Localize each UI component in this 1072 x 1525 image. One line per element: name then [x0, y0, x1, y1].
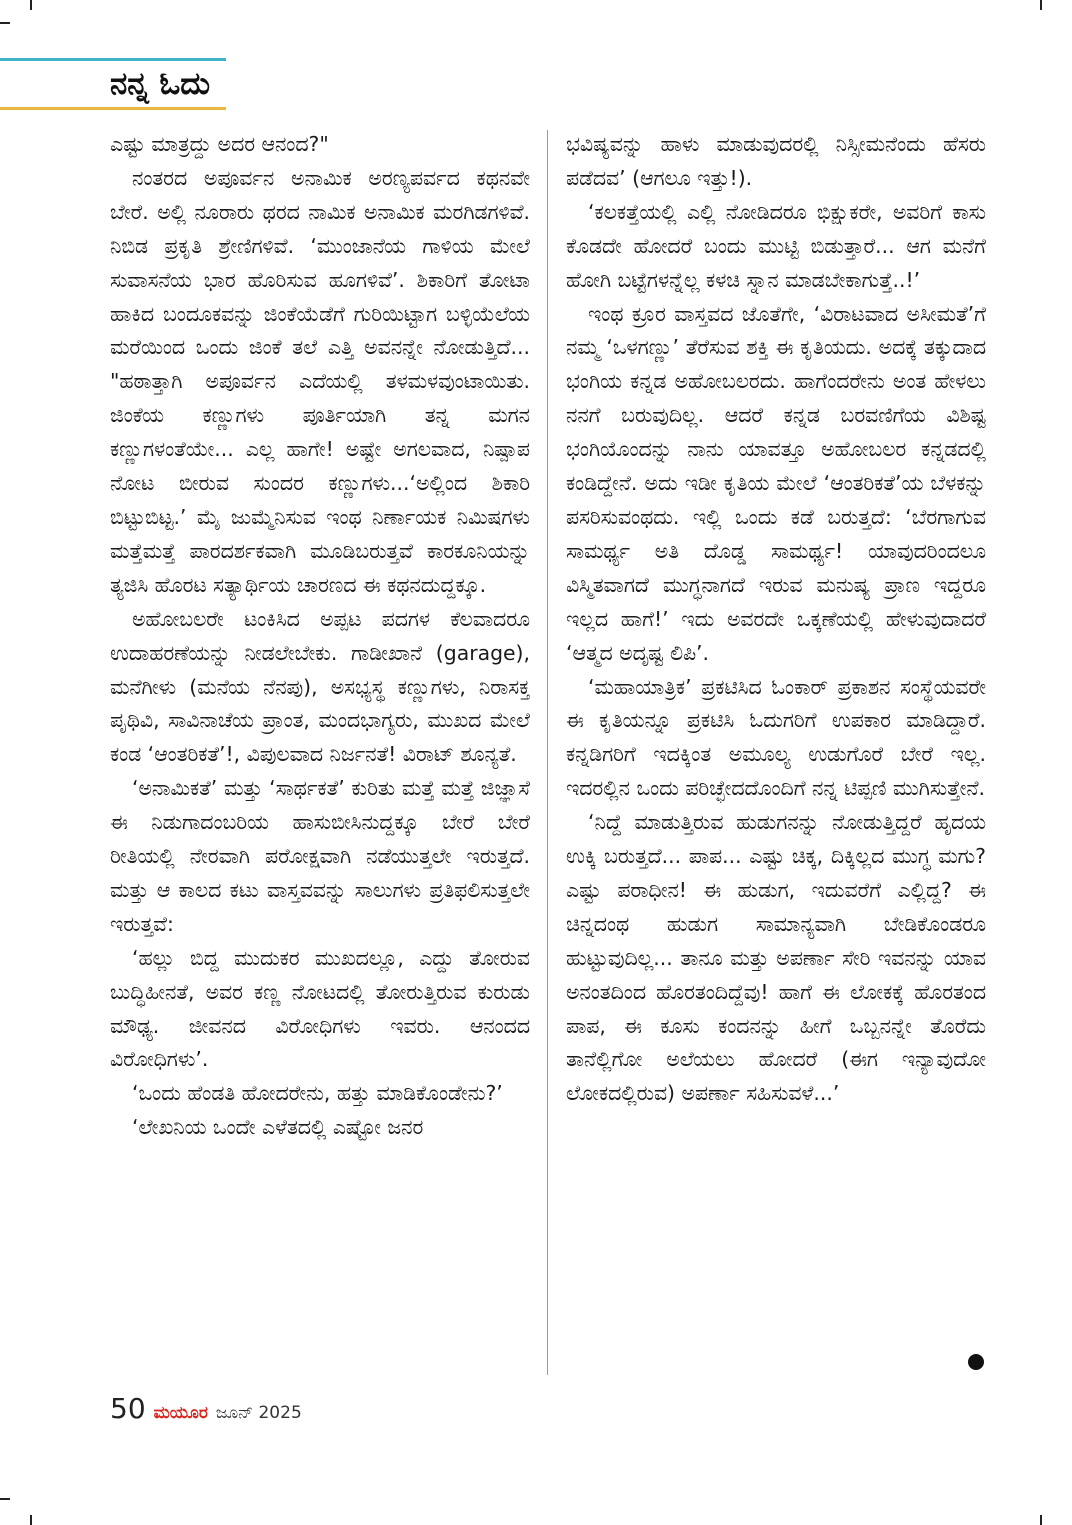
paragraph: ನಂತರದ ಅಪೂರ್ವನ ಅನಾಮಿಕ ಅರಣ್ಯಪರ್ವದ ಕಥನವೇ ಬೇರೆ. ಅಲ್ಲಿ ನೂರಾರು ಥರದ ನಾಮಿಕ ಅನಾಮಿಕ ಮರಗಿಡಗಳಿವೆ. ನಿಬಿಡ ಪ್ರಕೃತಿ ಶ್ರೇಣಿಗಳಿವೆ. ‘ಮುಂಜಾನೆಯ ಗಾಳಿಯ ಮೇಲೆ ಸುವಾಸನೆಯ ಭಾರ ಹೊರಿಸುವ ಹೂಗಳಿವೆ’. ಶಿಕಾರಿಗೆ ತೋಟಾ ಹಾಕಿದ ಬಂದೂಕವನ್ನು ಜಿಂಕೆಯೆಡೆಗೆ ಗುರಿಯಿಟ್ಟಾಗ ಬಳ್ಳಿಯೆಲೆಯ ಮರೆಯಿಂದ ಒಂದು ಜಿಂಕೆ ತಲೆ ಎತ್ತಿ ಅವನನ್ನೇ ನೋಡುತ್ತಿದೆ... "ಹಠಾತ್ತಾಗಿ ಅಪೂರ್ವನ ಎದೆಯಲ್ಲಿ ತಳಮಳವುಂಟಾಯಿತು. ಜಿಂಕೆಯ ಕಣ್ಣುಗಳು ಪೂರ್ತಿಯಾಗಿ ತನ್ನ ಮಗನ ಕಣ್ಣುಗಳಂತೆಯೇ... ಎಲ್ಲ ಹಾಗೇ! ಅಷ್ಟೇ ಅಗಲವಾದ, ನಿಷ್ಪಾಪ ನೋಟ ಬೀರುವ ಸುಂದರ ಕಣ್ಣುಗಳು...‘ಅಲ್ಲಿಂದ ಶಿಕಾರಿ ಬಿಟ್ಟುಬಿಟ್ಟ.’ ಮೈ ಜುಮ್ಮೆನಿಸುವ ಇಂಥ ನಿರ್ಣಾಯಕ ನಿಮಿಷಗಳು ಮತ್ತೆಮತ್ತೆ ಪಾರದರ್ಶಕವಾಗಿ ಮೂಡಿಬರುತ್ತವೆ ಕಾರಕೂನಿಯನ್ನು ತ್ಯಜಿಸಿ ಹೊರಟ ಸತ್ಯಾರ್ಥಿಯ ಚಾರಣದ ಈ ಕಥನದುದ್ದಕ್ಕೂ. — [110, 165, 530, 597]
page-footer — [110, 1392, 302, 1428]
paragraph: ‘ಅನಾಮಿಕತೆ’ ಮತ್ತು ‘ಸಾರ್ಥಕತೆ’ ಕುರಿತು ಮತ್ತೆ ಮತ್ತೆ ಜಿಜ್ಞಾಸೆ ಈ ನಿಡುಗಾದಂಬರಿಯ ಹಾಸುಬೀಸಿನುದ್ದಕ್ಕೂ ಬೇರೆ ಬೇರೆ ರೀತಿಯಲ್ಲಿ ನೇರವಾಗಿ ಪರೋಕ್ಷವಾಗಿ ನಡೆಯುತ್ತಲೇ ಇರುತ್ತದೆ. ಮತ್ತು ಆ ಕಾಲದ ಕಟು ವಾಸ್ತವವನ್ನು ಸಾಲುಗಳು ಪ್ರತಿಫಲಿಸುತ್ತಲೇ ಇರುತ್ತವೆ: — [110, 776, 530, 936]
crop-mark — [30, 0, 32, 10]
column-divider — [547, 130, 548, 1375]
magazine-name: ಮಯೂರ — [153, 1403, 208, 1423]
paragraph: ಭವಿಷ್ಯವನ್ನು ಹಾಳು ಮಾಡುವುದರಲ್ಲಿ ನಿಸ್ಸೀಮನೆಂದು ಹೆಸರು ಪಡೆದವ’ (ಆಗಲೂ ಇತ್ತು!). — [566, 132, 986, 190]
paragraph: ಅಹೋಬಲರೇ ಟಂಕಿಸಿದ ಅಪ್ಪಟ ಪದಗಳ ಕೆಲವಾದರೂ ಉದಾಹರಣೆಯನ್ನು ನೀಡಲೇಬೇಕು. ಗಾಡೀಖಾನೆ (garage), ಮನೆಗೀಳು (ಮನೆಯ ನೆನಪು), ಅಸಭ್ಯಸ್ಥ ಕಣ್ಣುಗಳು, ನಿರಾಸಕ್ತ ಪೃಥಿವಿ, ಸಾವಿನಾಚೆಯ ಪ್ರಾಂತ, ಮಂದಭಾಗ್ಯರು, ಮುಖದ ಮೇಲೆ ಕಂಡ ‘ಆಂತರಿಕತೆ’!, ವಿಪುಲವಾದ ನಿರ್ಜನತೆ! ವಿರಾಟ್ ಶೂನ್ಯತೆ. — [110, 606, 530, 767]
end-of-article-bullet-icon — [968, 1354, 984, 1370]
section-header — [0, 58, 226, 110]
article-column-right — [566, 128, 986, 1111]
quote-paragraph: ‘ನಿದ್ದೆ ಮಾಡುತ್ತಿರುವ ಹುಡುಗನನ್ನು ನೋಡುತ್ತಿದ್ದರೆ ಹೃದಯ ಉಕ್ಕಿ ಬರುತ್ತದೆ... ಪಾಪ... ಎಷ್ಟು ಚಿಕ್ಕ, ದಿಕ್ಕಿಲ್ಲದ ಮುಗ್ಧ ಮಗು? ಎಷ್ಟು ಪರಾಧೀನ! ಈ ಹುಡುಗ, ಇದುವರೆಗೆ ಎಲ್ಲಿದ್ದ? ಈ ಚಿನ್ನದಂಥ ಹುಡುಗ ಸಾಮಾನ್ಯವಾಗಿ ಬೇಡಿಕೊಂಡರೂ ಹುಟ್ಟುವುದಿಲ್ಲ... ತಾನೂ ಮತ್ತು ಅಪರ್ಣಾ ಸೇರಿ ಇವನನ್ನು ಯಾವ ಅನಂತದಿಂದ ಹೊರತಂದಿದ್ದೆವು! ಹಾಗೆ ಈ ಲೋಕಕ್ಕೆ ಹೊರತಂದ ಪಾಪ, ಈ ಕೂಸು ಕಂದನನ್ನು ಹೀಗೆ ಒಬ್ಬನನ್ನೇ ತೊರೆದು ತಾನೆಲ್ಲಿಗೋ ಅಲೆಯಲು ಹೋದರೆ (ಈಗ ಇನ್ಯಾವುದೋ ಲೋಕದಲ್ಲಿರುವ) ಅಪರ್ಣಾ ಸಹಿಸುವಳೆ...’ — [566, 810, 986, 1106]
quote-paragraph: ‘ಕಲಕತ್ತೆಯಲ್ಲಿ ಎಲ್ಲಿ ನೋಡಿದರೂ ಭಿಕ್ಷುಕರೇ, ಅವರಿಗೆ ಕಾಸು ಕೊಡದೇ ಹೋದರೆ ಬಂದು ಮುಟ್ಟಿ ಬಿಡುತ್ತಾರೆ... ಆಗ ಮನೆಗೆ ಹೋಗಿ ಬಟ್ಟೆಗಳನ್ನೆಲ್ಲ ಕಳಚಿ ಸ್ನಾನ ಮಾಡಬೇಕಾಗುತ್ತೆ..!’ — [566, 199, 986, 292]
crop-mark — [0, 1498, 10, 1500]
quote-paragraph: ‘ಹಲ್ಲು ಬಿದ್ದ ಮುದುಕರ ಮುಖದಲ್ಲೂ, ಎದ್ದು ತೋರುವ ಬುದ್ಧಿಹೀನತೆ, ಅವರ ಕಣ್ಣ ನೋಟದಲ್ಲಿ ತೋರುತ್ತಿರುವ ಕುರುಡು ಮೌಢ್ಯ. ಜೀವನದ ವಿರೋಧಿಗಳು ಇವರು. ಆನಂದದ ವಿರೋಧಿಗಳು’. — [110, 945, 530, 1072]
paragraph: ಎಷ್ಟು ಮಾತ್ರದ್ದು ಅದರ ಆನಂದ?" — [110, 132, 329, 156]
crop-mark — [0, 22, 10, 24]
crop-mark — [1040, 0, 1042, 10]
paragraph: ಇಂಥ ಕ್ರೂರ ವಾಸ್ತವದ ಜೊತೆಗೇ, ‘ವಿರಾಟವಾದ ಅಸೀಮತೆ’ಗೆ ನಮ್ಮ ‘ಒಳಗಣ್ಣು’ ತೆರೆಸುವ ಶಕ್ತಿ ಈ ಕೃತಿಯದು. ಅದಕ್ಕೆ ತಕ್ಕುದಾದ ಭಂಗಿಯ ಕನ್ನಡ ಅಹೋಬಲರದು. ಹಾಗೆಂದರೇನು ಅಂತ ಹೇಳಲು ನನಗೆ ಬರುವುದಿಲ್ಲ. ಆದರೆ ಕನ್ನಡ ಬರವಣಿಗೆಯ ವಿಶಿಷ್ಟ ಭಂಗಿಯೊಂದನ್ನು ನಾನು ಯಾವತ್ತೂ ಅಹೋಬಲರ ಕನ್ನಡದಲ್ಲಿ ಕಂಡಿದ್ದೇನೆ. ಅದು ಇಡೀ ಕೃತಿಯ ಮೇಲೆ ‘ಆಂತರಿಕತೆ’ಯ ಬೆಳಕನ್ನು ಪಸರಿಸುವಂಥದು. ಇಲ್ಲಿ ಒಂದು ಕಡೆ ಬರುತ್ತದೆ: ‘ಬೆರಗಾಗುವ ಸಾಮರ್ಥ್ಯ ಅತಿ ದೊಡ್ಡ ಸಾಮರ್ಥ್ಯ! ಯಾವುದರಿಂದಲೂ ವಿಸ್ಮಿತವಾಗದೆ ಮುಗ್ಧನಾಗದೆ ಇರುವ ಮನುಷ್ಯ ಪ್ರಾಣ ಇದ್ದರೂ ಇಲ್ಲದ ಹಾಗೆ!’ ಇದು ಅವರದೇ ಒಕ್ಕಣೆಯಲ್ಲಿ ಹೇಳುವುದಾದರೆ ‘ಆತ್ಮದ ಅದೃಷ್ಟ ಲಿಪಿ’. — [566, 301, 986, 665]
page-number: 50 — [110, 1392, 146, 1425]
issue-date: ಜೂನ್ 2025 — [215, 1403, 302, 1423]
crop-mark — [1040, 1515, 1042, 1525]
paragraph: ‘ಮಹಾಯಾತ್ರಿಕ’ ಪ್ರಕಟಿಸಿದ ಓಂಕಾರ್ ಪ್ರಕಾಶನ ಸಂಸ್ಥೆಯವರೇ ಈ ಕೃತಿಯನ್ನೂ ಪ್ರಕಟಿಸಿ ಓದುಗರಿಗೆ ಉಪಕಾರ ಮಾಡಿದ್ದಾರೆ. ಕನ್ನಡಿಗರಿಗೆ ಇದಕ್ಕಿಂತ ಅಮೂಲ್ಯ ಉಡುಗೊರೆ ಬೇರೆ ಇಲ್ಲ. ಇದರಲ್ಲಿನ ಒಂದು ಪರಿಚ್ಛೇದದೊಂದಿಗೆ ನನ್ನ ಟಿಪ್ಪಣಿ ಮುಗಿಸುತ್ತೇನೆ. — [566, 674, 986, 801]
quote-paragraph: ‘ಲೇಖನಿಯ ಒಂದೇ ಎಳೆತದಲ್ಲಿ ಎಷ್ಟೋ ಜನರ — [132, 1115, 424, 1140]
section-rule-bottom — [0, 107, 226, 110]
crop-mark — [30, 1515, 32, 1525]
quote-paragraph: ‘ಒಂದು ಹೆಂಡತಿ ಹೋದರೇನು, ಹತ್ತು ಮಾಡಿಕೊಂಡೇನು?’ — [132, 1081, 503, 1106]
section-rule-top — [0, 58, 226, 61]
section-title: ನನ್ನ ಓದು — [110, 66, 211, 102]
article-column-left — [110, 128, 530, 1145]
